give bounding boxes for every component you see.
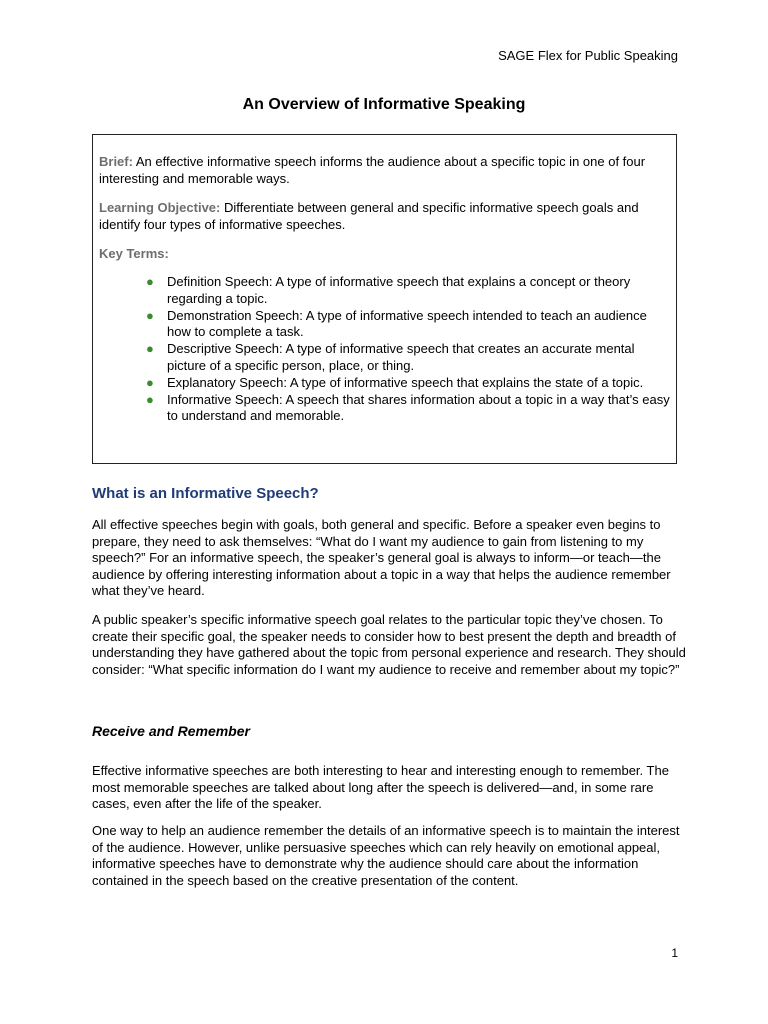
key-term-text: Informative Speech: A speech that shares information about a topic in a way that’s easy to understand and memorable. [167, 391, 670, 423]
key-term-text: Demonstration Speech: A type of informative speech intended to teach an audience how to complete a task. [167, 307, 647, 339]
objective-text: Differentiate between general and specific informative speech goals and identify four types of informative speeches. [99, 200, 639, 232]
bullet-icon: ● [146, 307, 154, 323]
key-term-item [146, 374, 670, 392]
objective-label: Learning Objective: [99, 200, 221, 215]
body-paragraph: A public speaker’s specific informative speech goal relates to the particular topic they’ve chosen. To create their specific goal, the speaker needs to consider how to best present the depth and breadth of understanding they have gathered about the topic from personal experience and research. They should consider: “What specific information do I want my audience to receive and remember about my topic?” [92, 612, 686, 677]
brief-text: An effective informative speech informs the audience about a specific topic in one of four interesting and memorable ways. [99, 154, 646, 186]
body-paragraph: All effective speeches begin with goals, both general and specific. Before a speaker even begins to prepare, they need to ask themselves: “What do I want my audience to gain from listening to my speech?” For an informative speech, the speaker’s general goal is always to inform—or teach—the audience by offering interesting information about a topic in a way that helps the audience remember what they’ve heard. [92, 517, 671, 599]
key-term-item [146, 391, 670, 425]
section-heading-informative-speech: What is an Informative Speech? [92, 485, 319, 502]
page-number: 1 [671, 946, 678, 960]
bullet-icon: ● [146, 274, 154, 289]
key-terms-label-line [99, 245, 670, 262]
running-header: SAGE Flex for Public Speaking [498, 48, 678, 63]
key-term-text: Definition Speech: A type of informative speech that explains a concept or theory regarding a topic. [167, 274, 631, 306]
key-terms-list [99, 274, 670, 425]
brief-paragraph [99, 153, 670, 187]
subsection-heading-receive-remember: Receive and Remember [92, 723, 250, 739]
document-title: An Overview of Informative Speaking [242, 96, 526, 113]
bullet-icon: ● [146, 391, 154, 407]
key-term-text: Descriptive Speech: A type of informative speech that creates an accurate mental picture of a specific person, place, or thing. [167, 341, 635, 373]
brief-label: Brief: [99, 154, 133, 169]
objective-paragraph [99, 199, 670, 233]
body-paragraph: Effective informative speeches are both interesting to hear and interesting enough to remember. The most memorable speeches are talked about long after the speech is delivered—and, in some rare cases, even after the life of the speaker. [92, 763, 669, 812]
key-term-item [146, 307, 670, 341]
key-term-item [146, 341, 670, 374]
summary-box [92, 134, 677, 464]
key-term-item [146, 274, 670, 307]
bullet-icon: ● [146, 374, 154, 390]
bullet-icon: ● [146, 341, 154, 356]
key-term-text: Explanatory Speech: A type of informative speech that explains the state of a topic. [167, 374, 644, 390]
body-paragraph: One way to help an audience remember the details of an informative speech is to maintain the interest of the audience. However, unlike persuasive speeches which can rely heavily on emotional appeal, informative speeches have to demonstrate why the audience should care about the information contained in the speech based on the creative presentation of the content. [92, 823, 680, 888]
key-terms-label: Key Terms: [99, 246, 169, 261]
